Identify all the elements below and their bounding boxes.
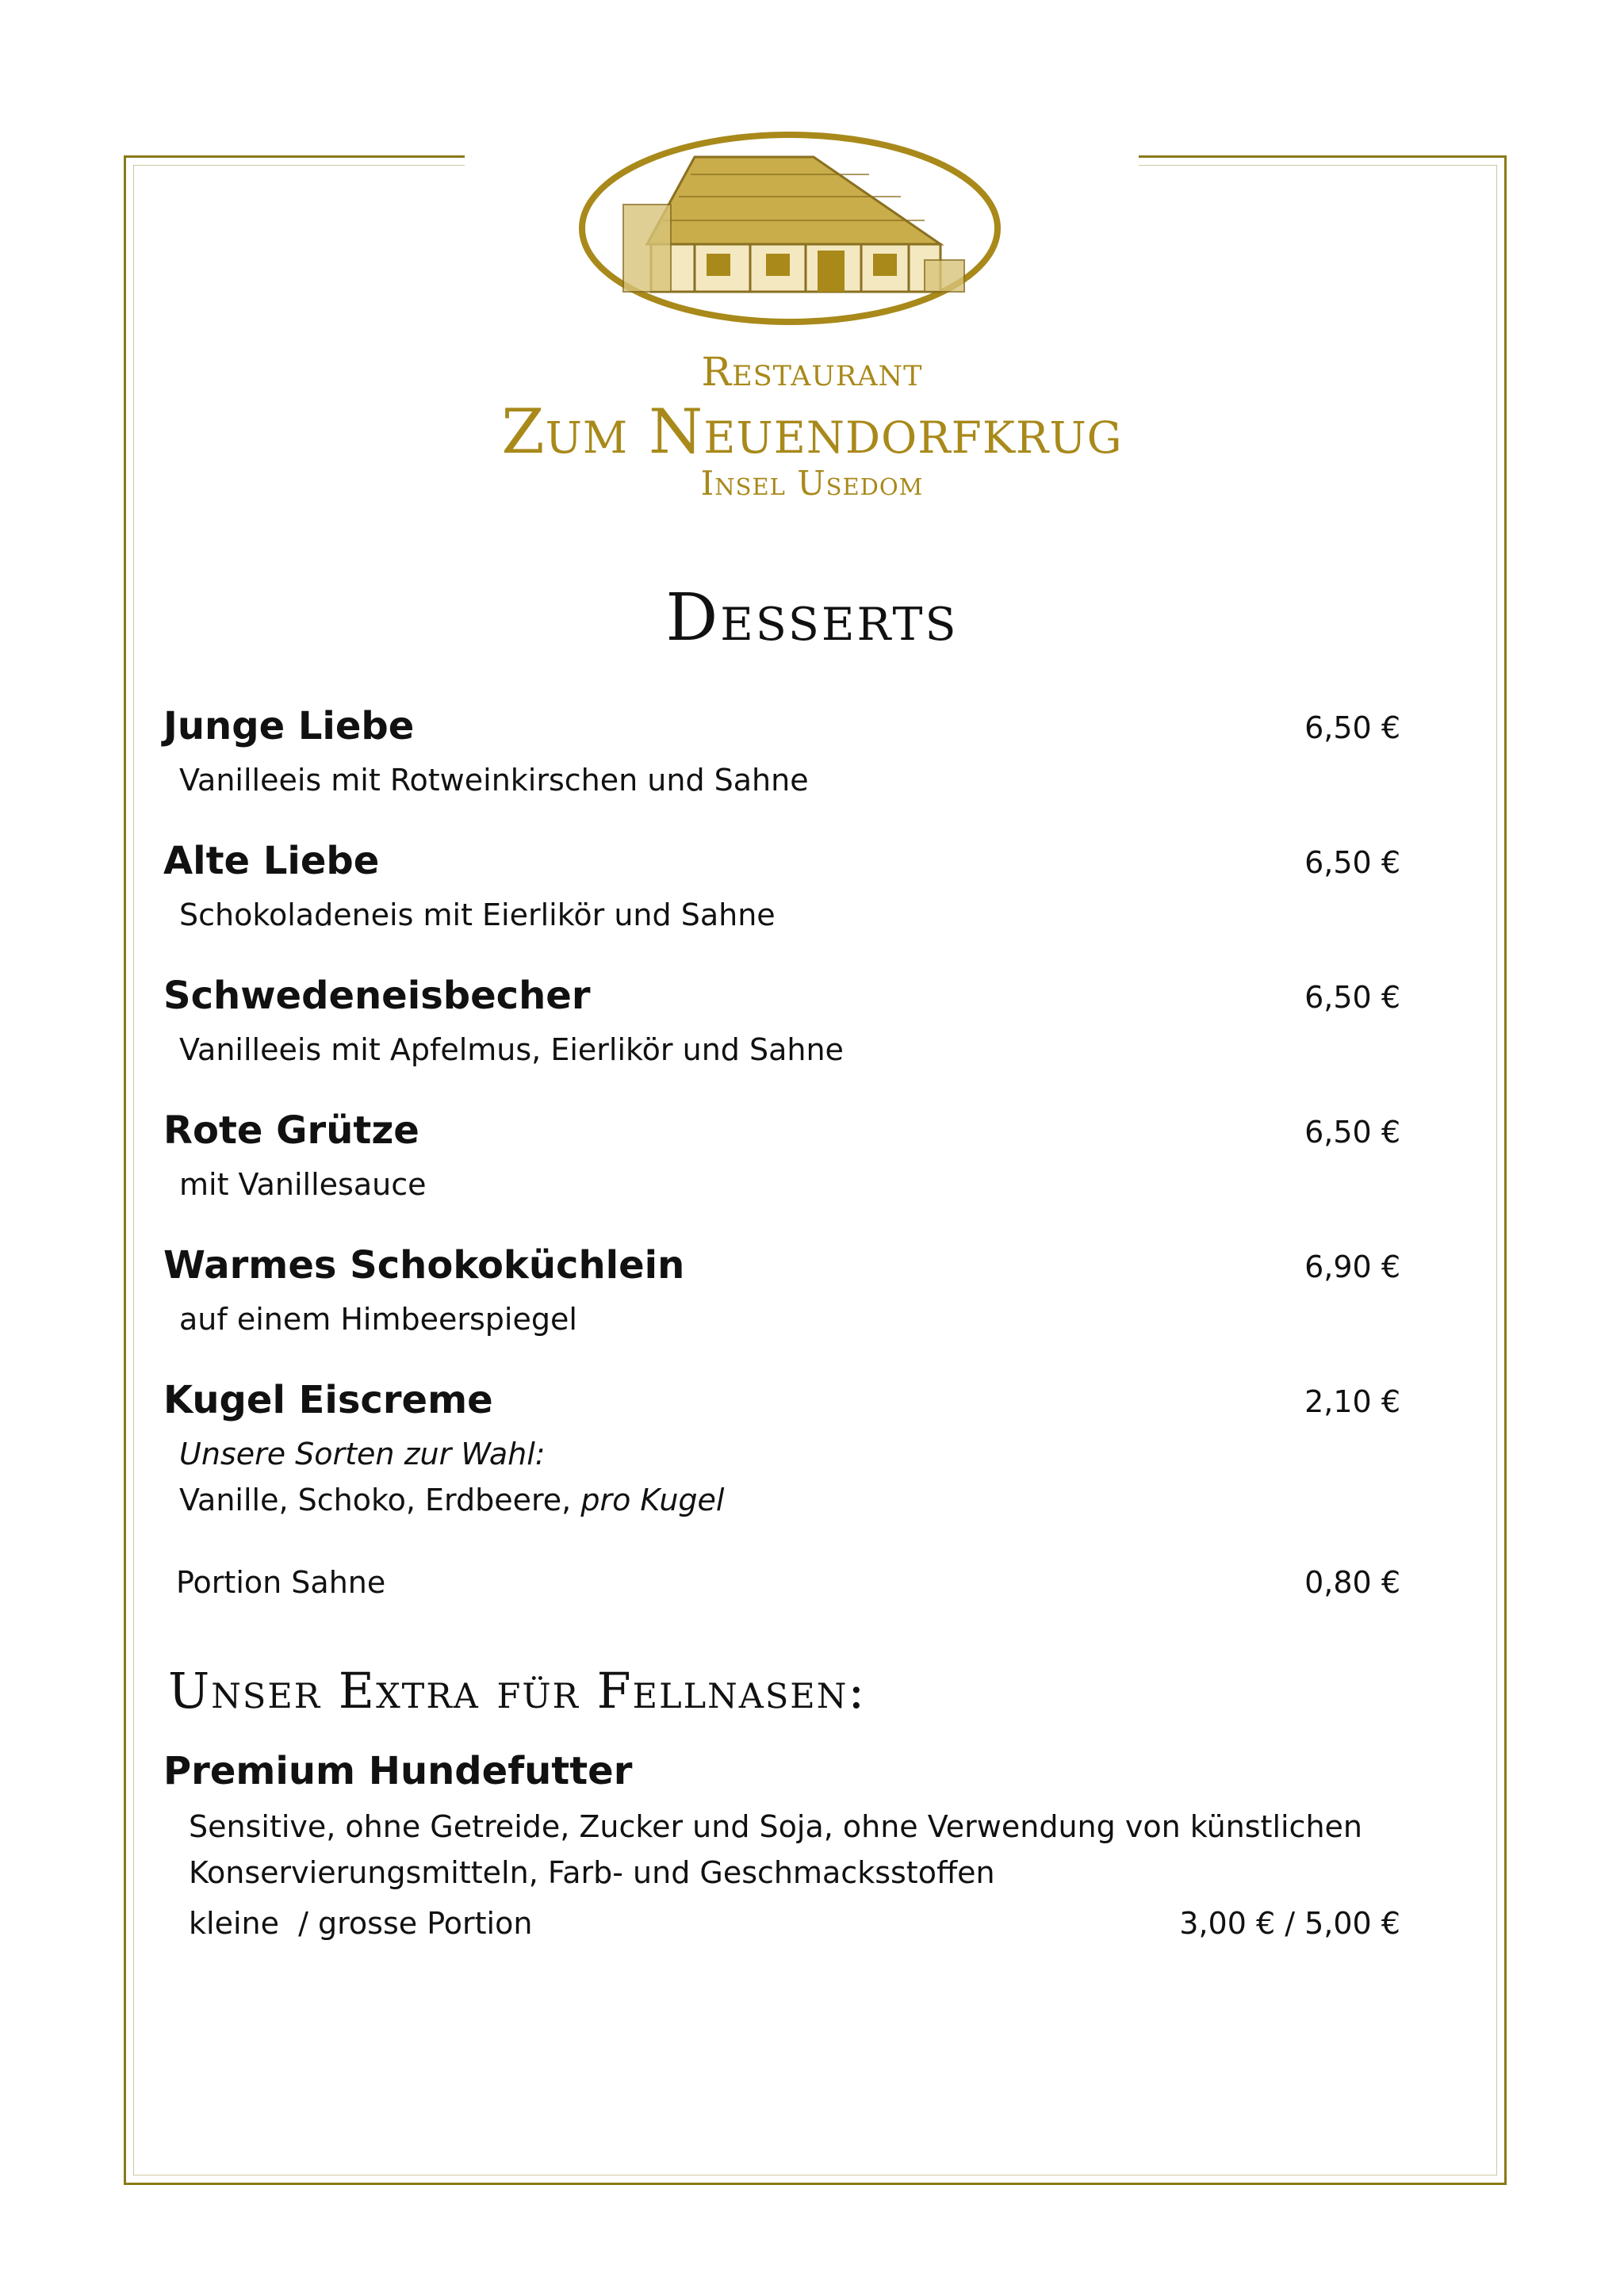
dog-description-1: Sensitive, ohne Getreide, Zucker und Soja, ohne Verwendung von künstlichen	[189, 1809, 1362, 1844]
extra-line	[176, 1565, 1400, 1600]
menu-item	[163, 839, 1400, 932]
menu-item	[163, 1243, 1400, 1337]
item-name: Alte Liebe	[163, 839, 380, 883]
dog-portion-line	[189, 1906, 1400, 1941]
item-description: Vanilleeis mit Apfelmus, Eierlikör und Sahne	[179, 1032, 844, 1067]
item-name: Kugel Eiscreme	[163, 1378, 493, 1422]
item-name: Schwedeneisbecher	[163, 974, 591, 1018]
page-title: Desserts	[665, 580, 959, 656]
item-description: Schokoladeneis mit Eierlikör und Sahne	[179, 897, 776, 932]
section-title-pets: Unser Extra für Fellnasen:	[168, 1662, 867, 1720]
item-price: 6,50 €	[1304, 980, 1400, 1015]
extra-label: Portion Sahne	[176, 1565, 386, 1600]
item-name: Rote Grütze	[163, 1108, 419, 1153]
item-description: Unsere Sorten zur Wahl:	[179, 1437, 546, 1471]
item-price: 6,90 €	[1304, 1249, 1400, 1284]
item-description: auf einem Himbeerspiegel	[179, 1302, 577, 1337]
restaurant-logo-icon	[576, 125, 1004, 331]
menu-item	[163, 1378, 1400, 1517]
menu-item	[163, 704, 1400, 798]
dog-description-2: Konservierungsmitteln, Farb- und Geschmacksstoffen	[189, 1855, 995, 1890]
menu-item	[163, 974, 1400, 1067]
item-description-flavors	[163, 1483, 1400, 1517]
menu-item-dog	[163, 1749, 1400, 1793]
item-price: 6,50 €	[1304, 1115, 1400, 1150]
item-name: Premium Hundefutter	[163, 1749, 633, 1793]
dog-portion-label: kleine / grosse Portion	[189, 1906, 533, 1941]
menu-item	[163, 1108, 1400, 1202]
item-name: Junge Liebe	[163, 704, 415, 748]
item-price: 6,50 €	[1304, 710, 1400, 745]
brand-name: Zum Neuendorfkrug	[501, 396, 1123, 468]
brand-location: Insel Usedom	[700, 464, 924, 503]
item-description: Vanilleeis mit Rotweinkirschen und Sahne	[179, 763, 809, 798]
item-price: 6,50 €	[1304, 845, 1400, 880]
extra-price: 0,80 €	[1304, 1565, 1400, 1600]
item-name: Warmes Schokoküchlein	[163, 1243, 685, 1288]
per-scoop-note: pro Kugel	[580, 1483, 725, 1517]
item-description: mit Vanillesauce	[179, 1167, 427, 1202]
dog-portion-price: 3,00 € / 5,00 €	[1179, 1906, 1400, 1941]
brand-restaurant: Restaurant	[701, 349, 923, 395]
item-price: 2,10 €	[1304, 1384, 1400, 1419]
flavor-list: Vanille, Schoko, Erdbeere,	[179, 1483, 572, 1517]
